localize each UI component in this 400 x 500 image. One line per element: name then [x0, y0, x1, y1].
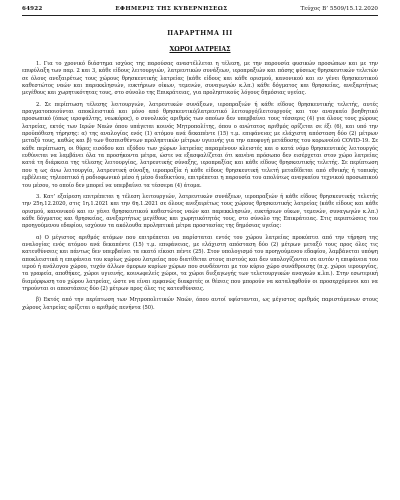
- paragraph-1: 1. Για το χρονικό διάστημα ισχύος της παρούσας αναστέλλεται η τέλεση, με την παρουσία φυσικών προσώπων και με την επιφύλαξη των παρ. 2 και 3, κάθε είδους λειτουργιών, λατρευτικών συνάξεων, ιεροπραξιών και πάσης φύσεως θρησκευτικών τελετών σε όλους ανεξαιρέτως τους χώρους θρησκευτικής λατρείας (κάθε είδους και κάθε ορισμού, κανονικού και εν γένει θρησκευτικού καθεστώτος ναών και παρεκκλησιών, ευκτήριων οίκων, τεμενών, συναγωγών κ.λπ.) κάθε δόγματος και θρησκείας, ανεξαρτήτως μεγέθους και χωρητικότητας τους, στο σύνολο της Επικράτειας, για προληπτικούς λόγους δημόσιας υγείας.: [22, 61, 378, 97]
- paragraph-3a: α) Ο μέγιστος αριθμός ατόμων που επιτρέπεται να παρίσταται εντός του χώρου λατρείας προκύπτει από την τήρηση της αναλογίας ενός ατόμου ανά δεκαπέντε (15) τ.μ. επιφάνειας, με ελάχιστη απόσταση δύο (2) μέτρων μεταξύ τους προς όλες τις κατευθύνσεις και πάντως δεν υπερβαίνει τα εκατό είκοσι πέντε (25). Στον υπολογισμό του προηγούμενου εδαφίου, λαμβάνεται υπόψη αποκλειστικά η επιφάνεια του κυρίως χώρου λατρείας που διατίθεται στους πιστούς και δεν υπολογίζονται σε αυτόν η επιφάνεια του ιερού ή ανάλογου χώρου, τυχόν άλλων όμορων κυρίων χώρων που συνδέονται με τον κύριο χώρο συνάθροισης (π.χ. χώροι ιερουργίας, τα γραφεία, αποθήκες, χώροι υγιεινής, κοινωφελείς χώροι, τα χώροι διεξαγωγής των τελετουργικών αναγκών κ.λπ.). Στην εσωτερική διαμόρφωση του χώρου λατρείας, ώστε να είναι εμφανώς διακριτές οι θέσεις που μπορούν να καταληφθούν οι προσερχόμενοι και να τηρούνται οι αποστάσεις δύο (2) μέτρων προς όλες τις κατευθύνσεις.: [22, 234, 378, 292]
- page-header: [22, 6, 378, 16]
- issue-info: Τεύχος Β’ 5509/15.12.2020: [300, 6, 378, 12]
- annex-title: ΠΑΡΑΡΤΗΜΑ ΙΙΙ: [167, 30, 233, 37]
- paragraph-2: 2. Σε περίπτωση τέλεσης λειτουργιών, λατρευτικών συνάξεων, ιεροπραξιών ή κάθε είδους θρησκευτικής τελετής, αυτές πραγματοποιούνται αποκλειστικά και μόνο από θρησκευτικό/λατρευτικό λειτουργό/λειτουργούς και τον αναγκαίο βοηθητικό προσωπικό (όπως ιεροψάλτης, νεωκόρος), ο συνολικός αριθμός των οποίων δεν υπερβαίνει τους τέσσερις (4) για όλους τους χώρους λατρείας, εκτός των Ιερών Ναών όπου υπάγεται κοινός Μητροπολίτης, όπου ο ανώτατος αριθμός ορίζεται σε έξι (6), και υπό την προϋπόθεση τήρησης: α) της αναλογίας ενός (1) ατόμου ανά δεκαπέντε (15) τ.μ. επιφάνειας με ελάχιστη απόσταση δύο (2) μέτρων μεταξύ τους, καθώς και β) των θεσπισθέντων προληπτικών μέτρων υγιεινής για την αποφυγή μετάδοσης του κορωνοϊού COVID-19. Σε κάθε περίπτωση, οι θύρες εισόδου και εξόδου των χώρων λατρείας παραμένουν κλειστές και ο κατά νόμο θρησκευτικός λειτουργός ευθύνεται να λαμβάνει όλα τα προσήκοντα μέτρα, ώστε να εξασφαλίζεται ότι κανένα πρόσωπο δεν εισέρχεται στον χώρο λατρείας κατά τη διάρκεια της τέλεσης λειτουργίας, λατρευτικής σύναξης, ιεροπραξίας και κάθε είδους θρησκευτικής τελετής. Σε περίπτωση που η ως άνω λειτουργία, λατρευτική σύναξη, ιεροπραξία ή κάθε είδους θρησκευτική τελετή μεταδίδεται από εθνικής ή τοπικής εμβέλειας τηλεοπτικό ή ραδιοφωνικό μέσο ή μέσο διαδικτύου, επιτρέπεται η παρουσία του απολύτως αναγκαίου τεχνικού προσωπικού του μέσου, το οποίο δεν μπορεί να υπερβαίνει τα τέσσερα (4) άτομα.: [22, 101, 378, 189]
- paragraph-3: 3. Κατ’ εξαίρεση επιτρέπεται η τέλεση λειτουργιών, λατρευτικών συνάξεων, ιεροπραξιών ή κάθε είδους θρησκευτικής τελετής την 25η.12.2020, στις 1η.1.2021 και την 6η.1.2021 σε όλους ανεξαιρέτως τους χώρους θρησκευτικής λατρείας (κάθε είδους και κάθε ορισμού, κανονικού και εν γένει θρησκευτικού καθεστώτος ναών και παρεκκλησιών, ευκτήριων οίκων, τεμενών, συναγωγών κ.λπ.) κάθε δόγματος και θρησκείας, ανεξαρτήτως μεγέθους και χωρητικότητάς τους, στο σύνολο της Επικράτειας. Στις περιπτώσεις του προηγούμενου εδαφίου, ισχύουν τα ακόλουθα προληπτικά μέτρα προστασίας της δημόσιας υγείας:: [22, 193, 378, 230]
- gazette-title: ΕΦΗΜΕΡΙΣ ΤΗΣ ΚΥΒΕΡΝΗΣΕΩΣ: [115, 6, 228, 12]
- section-title: ΧΩΡΟΙ ΛΑΤΡΕΙΑΣ: [169, 46, 231, 53]
- page-number: 64922: [22, 6, 43, 12]
- paragraph-3b: β) Εκτός από την περίπτωση των Μητροπολιτικών Ναών, όπου αυτοί υφίστανται, ως μέγιστος αριθμός παριστάμενων στους χώρους λατρείας ορίζεται ο αριθμός πενήντα (50).: [22, 297, 378, 311]
- document-body: [22, 61, 378, 312]
